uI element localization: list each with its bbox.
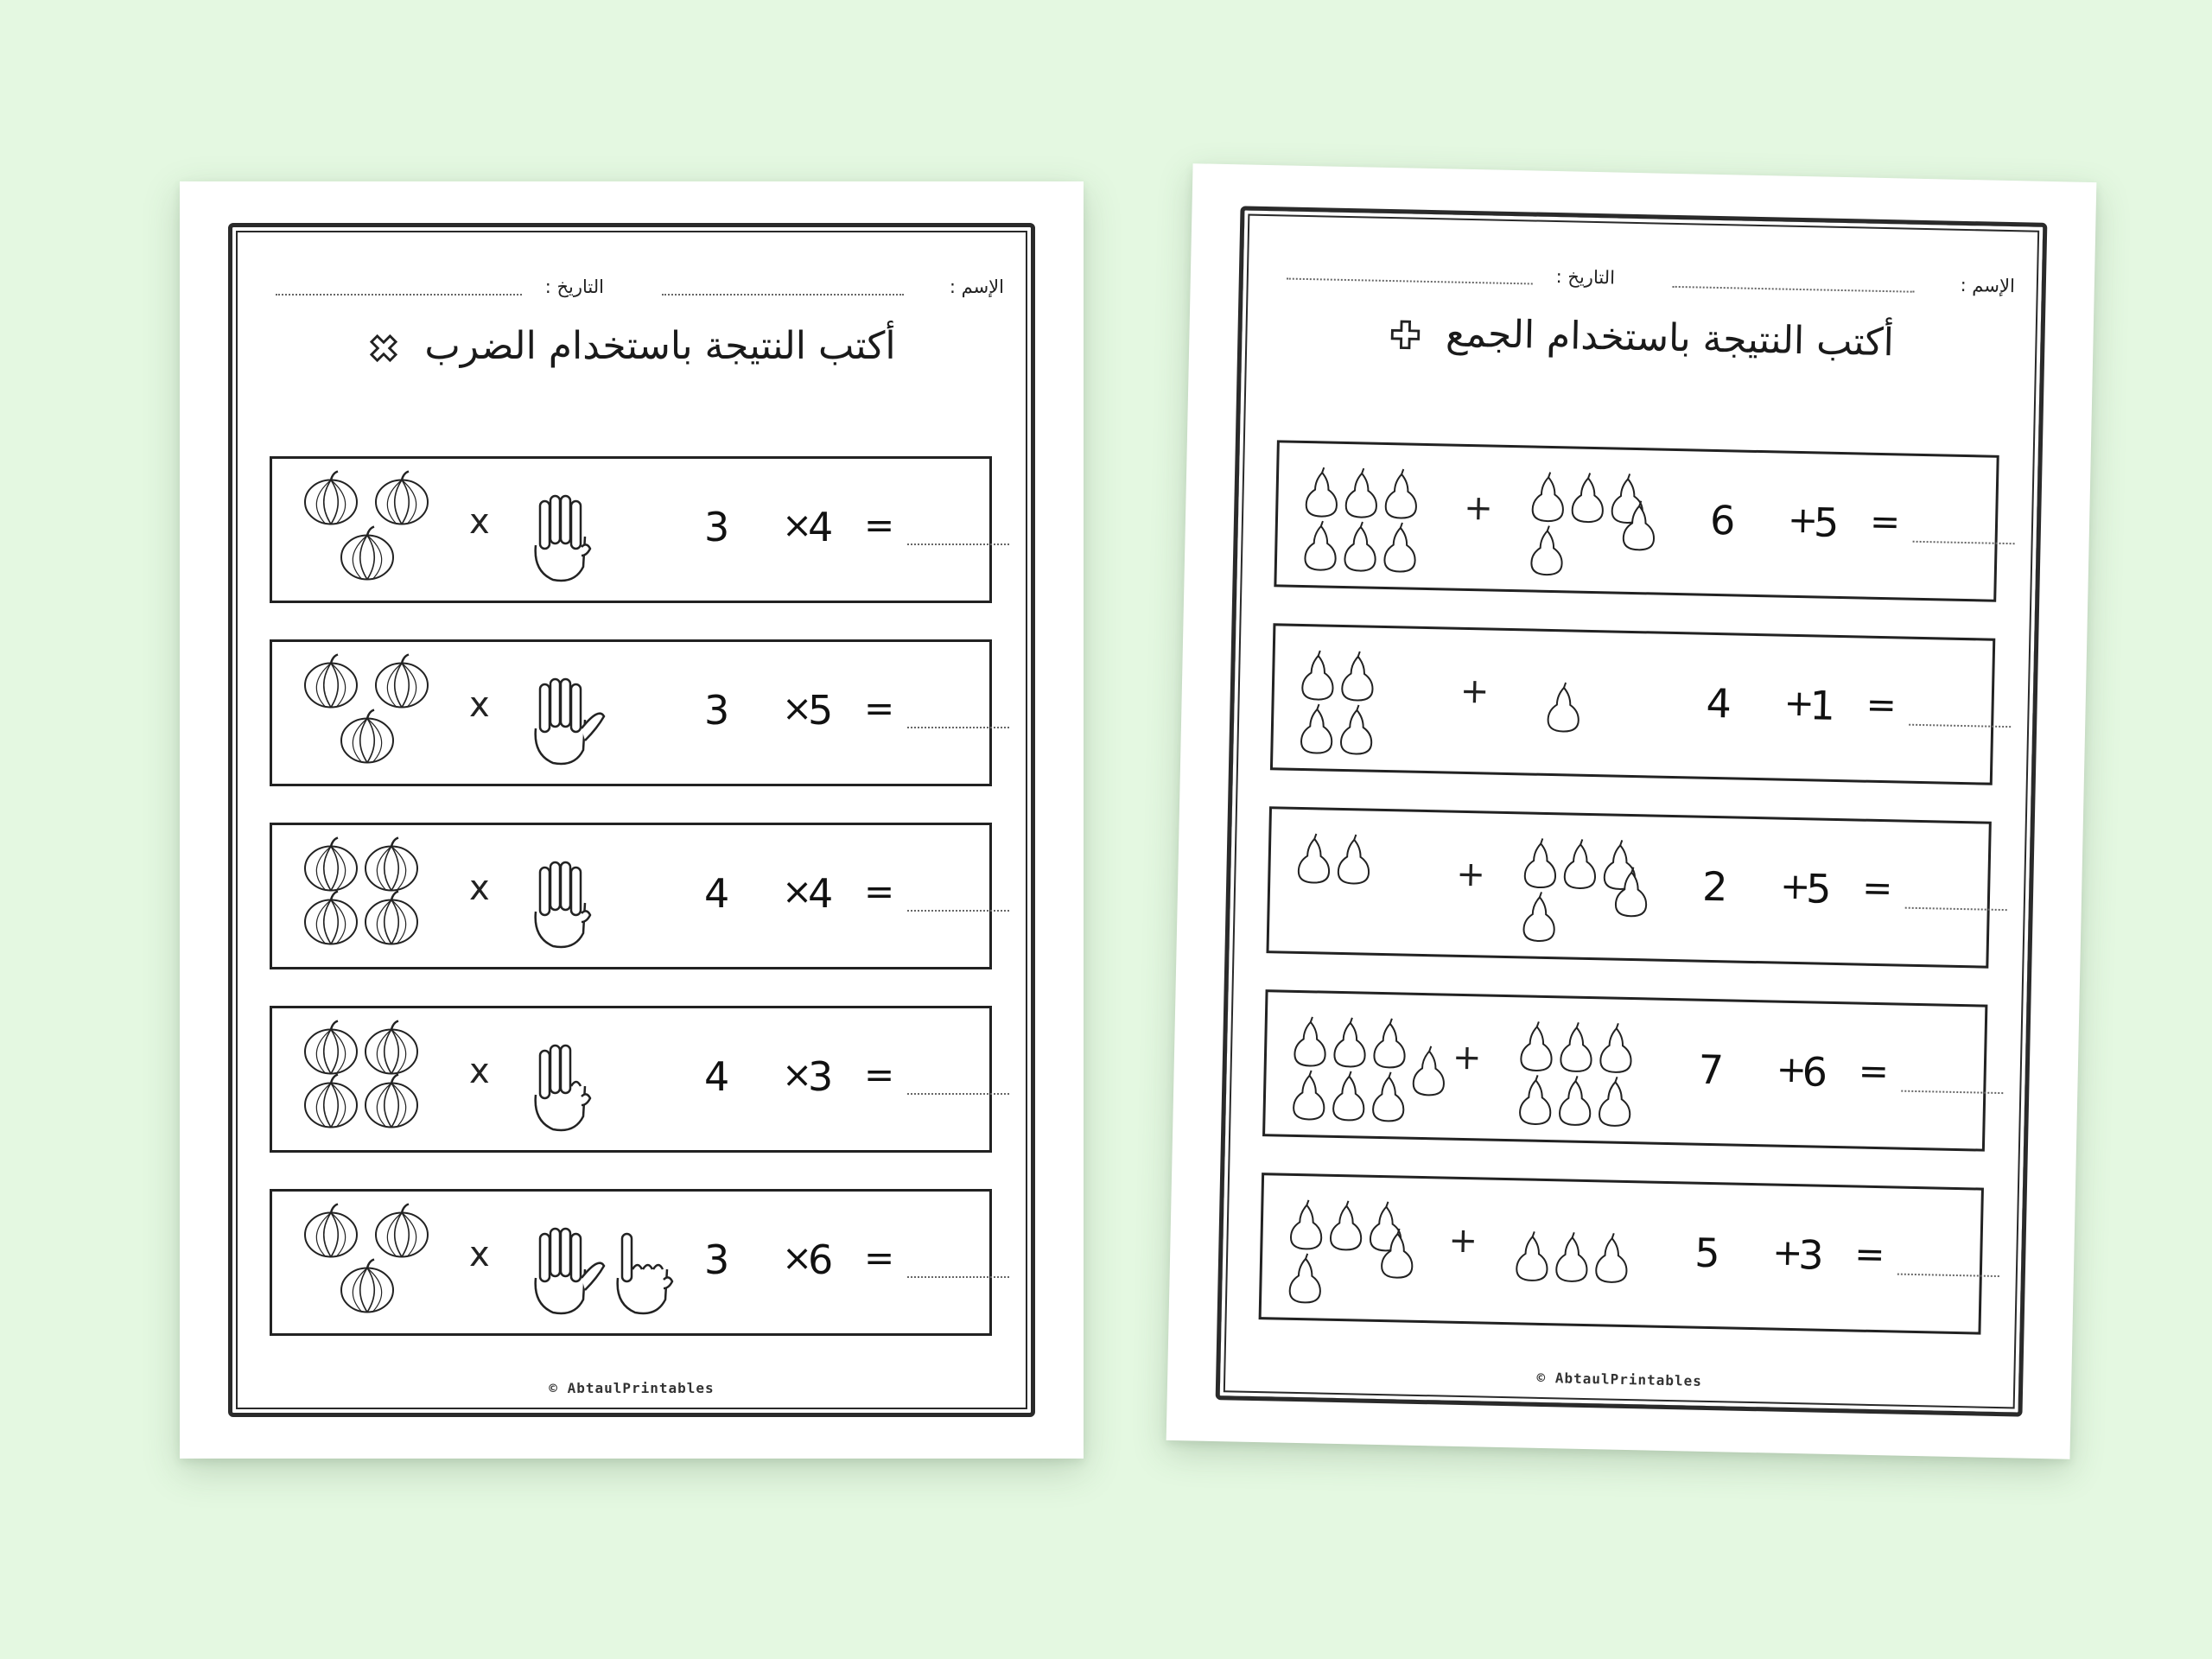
squash-icon — [1556, 1232, 1587, 1281]
operand-b: 4 — [808, 870, 834, 917]
copyright-footer: © AbtaulPrintables — [549, 1380, 715, 1396]
squash-icon — [1289, 1253, 1320, 1302]
pumpkin-icon — [305, 655, 357, 708]
operand-a: 7 — [1698, 1046, 1725, 1094]
problem-row — [1274, 440, 1999, 601]
operand-b: 5 — [808, 687, 834, 734]
answer-field[interactable] — [907, 1093, 1009, 1095]
pumpkin-icon — [341, 527, 393, 580]
squash-icon — [1334, 1017, 1365, 1066]
pumpkin-icon — [365, 1075, 417, 1128]
plus-icon — [1389, 318, 1422, 352]
pumpkin-icon — [376, 655, 428, 708]
left-squash-group — [1301, 454, 1459, 578]
operand-a: 4 — [704, 1053, 730, 1100]
operand-b: 6 — [1802, 1048, 1828, 1096]
pumpkin-icon — [305, 472, 357, 524]
picture-operator: + — [1448, 1220, 1478, 1262]
pumpkin-icon — [305, 1021, 357, 1074]
pumpkin-icon — [341, 1260, 393, 1313]
squash-icon — [1532, 472, 1563, 521]
operand-a: 5 — [1694, 1229, 1721, 1277]
squash-icon — [1523, 892, 1554, 941]
operand-a: 6 — [1709, 496, 1736, 544]
operator: + — [1779, 864, 1811, 908]
squash-icon — [1345, 468, 1376, 518]
operand-b: 3 — [1797, 1231, 1825, 1279]
squash-icon — [1338, 835, 1370, 884]
squash-icon — [1344, 522, 1376, 571]
hand-fingers-icon — [531, 485, 618, 588]
equals-sign: = — [864, 1236, 895, 1279]
equals-sign: = — [864, 1053, 895, 1096]
left-squash-group — [1289, 1003, 1447, 1128]
squash-icon — [1342, 652, 1373, 701]
pumpkin-group — [296, 1202, 452, 1323]
pumpkin-icon — [365, 838, 417, 891]
multiply-icon — [367, 332, 400, 365]
squash-icon — [1374, 1018, 1405, 1067]
operator: × — [782, 504, 813, 546]
pumpkin-icon — [365, 892, 417, 944]
equals-sign: = — [1869, 499, 1901, 543]
picture-operator: x — [469, 502, 490, 542]
pumpkin-group — [296, 652, 452, 773]
finger-count — [531, 1217, 696, 1325]
squash-icon — [1373, 1071, 1404, 1121]
hand-fingers-icon — [531, 668, 618, 772]
equals-sign: = — [1866, 683, 1897, 727]
operator: × — [782, 1053, 813, 1096]
operator: × — [782, 870, 813, 912]
squash-icon — [1305, 521, 1336, 570]
squash-icon — [1565, 839, 1596, 888]
picture-operator: x — [469, 685, 490, 725]
equals-sign: = — [1853, 1232, 1886, 1276]
squash-icon — [1548, 683, 1579, 732]
squash-icon — [1331, 1200, 1362, 1249]
problem-row — [270, 1006, 992, 1153]
pumpkin-group — [296, 1019, 452, 1140]
answer-field[interactable] — [907, 543, 1009, 545]
squash-icon — [1596, 1233, 1627, 1282]
operand-b: 6 — [808, 1236, 834, 1283]
problem-list — [1258, 440, 1999, 1370]
date-label: التاريخ : — [1555, 266, 1616, 289]
answer-field[interactable] — [907, 910, 1009, 912]
squash-icon — [1385, 469, 1416, 518]
operator: + — [1783, 681, 1815, 725]
squash-icon — [1306, 467, 1337, 517]
operand-a: 4 — [704, 870, 730, 917]
equals-sign: = — [1861, 866, 1893, 910]
squash-icon — [1520, 1075, 1551, 1124]
pumpkin-icon — [376, 472, 428, 524]
squash-icon — [1302, 651, 1333, 700]
pumpkin-icon — [305, 1205, 357, 1257]
hand-fingers-icon — [531, 851, 618, 955]
problem-row — [1259, 1173, 1984, 1334]
equals-sign: = — [1858, 1049, 1890, 1093]
operand-b: 1 — [1809, 682, 1836, 729]
right-squash-group — [1512, 1191, 1653, 1314]
problem-row — [1262, 989, 1987, 1151]
operand-b: 3 — [808, 1053, 834, 1100]
operator: + — [1776, 1047, 1808, 1091]
problem-row — [270, 823, 992, 969]
pumpkin-icon — [376, 1205, 428, 1257]
left-squash-group — [1286, 1186, 1444, 1311]
squash-icon — [1525, 838, 1556, 887]
answer-field[interactable] — [907, 727, 1009, 728]
picture-operator: + — [1459, 671, 1490, 712]
squash-icon — [1516, 1231, 1548, 1281]
multiplication-worksheet — [180, 181, 1084, 1459]
pumpkin-icon — [305, 838, 357, 891]
operand-a: 2 — [1701, 862, 1729, 911]
picture-operator: x — [469, 868, 490, 908]
title-text: أكتب النتيجة باستخدام الضرب — [424, 324, 896, 368]
finger-count — [531, 485, 618, 592]
squash-icon — [1531, 525, 1562, 575]
equals-sign: = — [864, 687, 895, 729]
addition-worksheet — [1166, 163, 2097, 1459]
squash-icon — [1333, 1071, 1364, 1120]
pumpkin-group — [296, 469, 452, 590]
pumpkin-icon — [305, 892, 357, 944]
hand-fingers-icon — [531, 1217, 696, 1321]
pumpkin-group — [296, 836, 452, 957]
worksheet-header — [180, 268, 1084, 311]
pumpkin-icon — [365, 1021, 417, 1074]
squash-icon — [1294, 1070, 1325, 1119]
problem-row — [270, 639, 992, 786]
date-field[interactable] — [1287, 278, 1533, 285]
operand-a: 3 — [704, 687, 730, 734]
squash-icon — [1301, 704, 1332, 753]
problem-row — [1270, 623, 1995, 785]
squash-icon — [1341, 705, 1372, 754]
worksheet-title — [180, 324, 1084, 368]
squash-icon — [1560, 1022, 1592, 1071]
title-text: أكتب النتيجة باستخدام الجمع — [1445, 311, 1895, 365]
operand-b: 5 — [1813, 499, 1840, 546]
squash-icon — [1521, 1021, 1552, 1071]
operand-b: 5 — [1805, 865, 1833, 912]
operator: + — [1771, 1230, 1804, 1274]
finger-count — [531, 1034, 618, 1141]
equals-sign: = — [864, 504, 895, 546]
picture-operator: + — [1452, 1037, 1482, 1078]
name-field[interactable] — [1673, 286, 1915, 293]
name-label: الإسم : — [949, 276, 1004, 297]
picture-operator: x — [469, 1052, 490, 1091]
picture-operator: + — [1463, 487, 1494, 529]
date-label: التاريخ : — [544, 276, 604, 297]
equals-sign: = — [864, 870, 895, 912]
pumpkin-icon — [341, 710, 393, 763]
left-squash-group — [1294, 820, 1452, 944]
right-squash-group — [1523, 641, 1664, 765]
squash-icon — [1291, 1199, 1322, 1249]
operand-a: 4 — [1706, 679, 1732, 728]
operand-a: 3 — [704, 504, 730, 550]
squash-icon — [1299, 834, 1330, 883]
operator: × — [782, 687, 813, 729]
squash-icon — [1384, 523, 1415, 572]
finger-count — [531, 851, 618, 958]
operator: + — [1787, 498, 1819, 542]
squash-icon — [1600, 1023, 1631, 1072]
problem-list — [270, 456, 992, 1372]
hand-fingers-icon — [531, 1034, 618, 1138]
answer-field[interactable] — [907, 1276, 1009, 1278]
problem-row — [1266, 806, 1991, 968]
finger-count — [531, 668, 618, 775]
right-squash-group — [1528, 458, 1669, 582]
operator: × — [782, 1236, 813, 1279]
squash-icon — [1599, 1077, 1630, 1126]
copyright-footer: © AbtaulPrintables — [1536, 1369, 1703, 1389]
right-squash-group — [1520, 824, 1661, 948]
squash-icon — [1413, 1046, 1444, 1095]
name-field[interactable] — [662, 294, 904, 296]
squash-icon — [1560, 1076, 1591, 1125]
left-squash-group — [1297, 637, 1455, 761]
operand-a: 3 — [704, 1236, 730, 1283]
date-field[interactable] — [276, 294, 522, 296]
problem-row — [270, 456, 992, 603]
squash-icon — [1294, 1017, 1325, 1066]
squash-icon — [1572, 473, 1603, 522]
picture-operator: + — [1455, 854, 1486, 895]
problem-row — [270, 1189, 992, 1336]
name-label: الإسم : — [1960, 274, 2016, 297]
operand-b: 4 — [808, 504, 834, 550]
right-squash-group — [1516, 1007, 1656, 1131]
pumpkin-icon — [305, 1075, 357, 1128]
picture-operator: x — [469, 1235, 490, 1274]
